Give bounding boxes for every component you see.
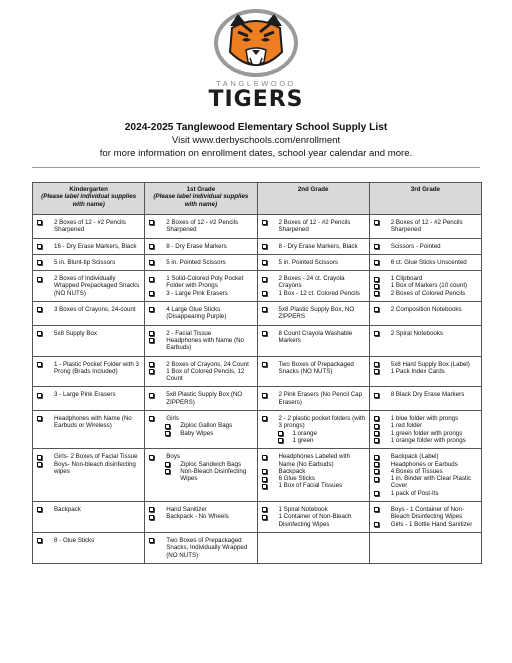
list-item: 6 Glue Sticks bbox=[262, 475, 366, 482]
list-item: 1 Clipboard bbox=[374, 275, 478, 282]
table-cell bbox=[257, 302, 369, 326]
column-header-kindergarten: Kindergarten (Please label individual supplies with name) bbox=[33, 183, 145, 215]
table-cell bbox=[369, 356, 481, 387]
checkbox-icon bbox=[374, 369, 381, 373]
list-item: 2 Boxes - 24 ct. Crayola Crayons bbox=[262, 275, 366, 290]
list-item: 2 Boxes of 12 - #2 Pencils Sharpened bbox=[374, 219, 478, 234]
table-cell bbox=[369, 238, 481, 254]
table-cell bbox=[257, 532, 369, 563]
page-title: 2024-2025 Tanglewood Elementary School Supply List bbox=[124, 122, 388, 133]
mascot-wordmark: TIGERS bbox=[208, 87, 304, 112]
tiger-head-logo-icon bbox=[208, 6, 304, 80]
column-header-2nd-grade: 2nd Grade bbox=[257, 183, 369, 215]
checkbox-icon bbox=[262, 244, 269, 248]
school-name: TANGLEWOOD bbox=[216, 79, 296, 88]
table-cell bbox=[33, 356, 145, 387]
checkbox-icon bbox=[149, 260, 156, 264]
checkbox-icon bbox=[37, 277, 44, 281]
checkbox-icon bbox=[149, 455, 156, 459]
list-item: 2 Boxes of Colored Pencils bbox=[374, 290, 478, 297]
checkbox-icon bbox=[374, 424, 381, 428]
supply-table bbox=[32, 182, 482, 564]
checkbox-icon bbox=[262, 469, 269, 473]
table-cell bbox=[33, 532, 145, 563]
info-text: for more information on enrollment dates, school year calendar and more. bbox=[99, 148, 413, 159]
list-item: Backpack (Label) bbox=[374, 453, 478, 460]
table-header-row bbox=[33, 183, 482, 215]
checkbox-icon bbox=[374, 522, 381, 526]
page-heading bbox=[0, 121, 512, 160]
checkbox-icon bbox=[149, 220, 156, 224]
list-item: 1 Box - 12 ct. Colored Pencils bbox=[262, 290, 366, 297]
list-item: 8 Black Dry Erase Markers bbox=[374, 391, 478, 398]
sub-list bbox=[149, 461, 253, 483]
checkbox-icon bbox=[374, 477, 381, 481]
table-cell bbox=[33, 271, 145, 302]
table-cell bbox=[145, 215, 257, 239]
table-cell bbox=[257, 411, 369, 449]
table-cell bbox=[145, 356, 257, 387]
list-item: 2 Boxes of 12 - #2 Pencils Sharpened bbox=[262, 219, 366, 234]
list-item: 2 - 2 plastic pocket folders (with 3 prongs) bbox=[262, 415, 366, 430]
list-item: 5 in. Blunt-tip Scissors bbox=[37, 259, 141, 266]
table-cell bbox=[145, 325, 257, 356]
list-item: 1 Box of Facial Tissues bbox=[262, 482, 366, 489]
table-cell bbox=[33, 238, 145, 254]
table-cell bbox=[257, 502, 369, 533]
checkbox-icon bbox=[37, 393, 44, 397]
checkbox-icon bbox=[262, 307, 269, 311]
list-item: Boys- Non-bleach disinfecting wipes bbox=[37, 461, 141, 476]
checkbox-icon bbox=[262, 260, 269, 264]
table-row bbox=[33, 356, 482, 387]
checkbox-icon bbox=[374, 393, 381, 397]
table-cell bbox=[369, 502, 481, 533]
checkbox-icon bbox=[149, 338, 156, 342]
checkbox-icon bbox=[374, 416, 381, 420]
list-item: Girls- 2 Boxes of Facial Tissue bbox=[37, 453, 141, 460]
list-item: 2 Pink Erasers (No Pencil Cap Erasers) bbox=[262, 391, 366, 406]
list-item: 2 Composition Notebooks bbox=[374, 306, 478, 313]
list-item: 5x8 Plastic Supply Box, NO ZIPPERS bbox=[262, 306, 366, 321]
column-header-1st-grade: 1st Grade (Please label individual supplies with name) bbox=[145, 183, 257, 215]
table-cell bbox=[257, 271, 369, 302]
checkbox-icon bbox=[262, 331, 269, 335]
checkbox-icon bbox=[37, 362, 44, 366]
checkbox-icon bbox=[165, 462, 172, 466]
list-item: Ziploc Sandwich Bags bbox=[149, 461, 253, 468]
checkbox-icon bbox=[149, 369, 156, 373]
list-item: 1 Box of Colored Pencils, 12 Count bbox=[149, 368, 253, 383]
list-item: 1 Box of Markers (10 count) bbox=[374, 282, 478, 289]
checkbox-icon bbox=[37, 260, 44, 264]
table-cell bbox=[257, 325, 369, 356]
list-item: 16 - Dry Erase Markers, Black bbox=[37, 243, 141, 250]
table-cell bbox=[257, 387, 369, 411]
checkbox-icon bbox=[374, 438, 381, 442]
checkbox-icon bbox=[37, 507, 44, 511]
checkbox-icon bbox=[374, 331, 381, 335]
checkbox-icon bbox=[374, 507, 381, 511]
list-item: 1 blue folder with prongs bbox=[374, 415, 478, 422]
checkbox-icon bbox=[149, 244, 156, 248]
list-item: Ziploc Gallon Bags bbox=[149, 422, 253, 429]
list-item: Boys bbox=[149, 453, 253, 460]
table-cell bbox=[257, 215, 369, 239]
table-cell bbox=[145, 502, 257, 533]
list-item: 5x8 Plastic Supply Box (NO ZIPPERS) bbox=[149, 391, 253, 406]
list-item: 5x8 Hard Supply Box (Label) bbox=[374, 361, 478, 368]
list-item: Two Boxes of Prepackaged Snacks, Individually Wrapped (NO NUTS) bbox=[149, 537, 253, 559]
checkbox-icon bbox=[149, 538, 156, 542]
sub-list bbox=[149, 422, 253, 437]
table-row bbox=[33, 254, 482, 270]
checkbox-icon bbox=[262, 515, 269, 519]
list-item: 1 Pack Index Cards bbox=[374, 368, 478, 375]
list-item: 8 - Dry Erase Markers bbox=[149, 243, 253, 250]
list-item: 2 - Facial Tissue bbox=[149, 330, 253, 337]
table-cell bbox=[145, 238, 257, 254]
table-cell bbox=[369, 411, 481, 449]
checkbox-icon bbox=[149, 277, 156, 281]
table-cell bbox=[33, 325, 145, 356]
checkbox-icon bbox=[165, 424, 172, 428]
checkbox-icon bbox=[374, 491, 381, 495]
checkbox-icon bbox=[149, 331, 156, 335]
table-row bbox=[33, 502, 482, 533]
list-item: Two Boxes of Prepackaged Snacks (NO NUTS) bbox=[262, 361, 366, 376]
list-item: 3 - Large Pink Erasers bbox=[37, 391, 141, 398]
table-cell bbox=[369, 302, 481, 326]
table-row bbox=[33, 215, 482, 239]
table-cell bbox=[369, 325, 481, 356]
checkbox-icon bbox=[278, 431, 285, 435]
checkbox-icon bbox=[149, 291, 156, 295]
table-cell bbox=[33, 411, 145, 449]
checkbox-icon bbox=[165, 469, 172, 473]
table-cell bbox=[33, 449, 145, 502]
list-item: Headphones Labeled with Name (No Earbuds) bbox=[262, 453, 366, 468]
list-item: 5 in. Pointed Scissors bbox=[149, 259, 253, 266]
checkbox-icon bbox=[374, 291, 381, 295]
checkbox-icon bbox=[262, 291, 269, 295]
checkbox-icon bbox=[262, 455, 269, 459]
checkbox-icon bbox=[374, 220, 381, 224]
table-cell bbox=[369, 254, 481, 270]
list-item: 1 pack of Post-Its bbox=[374, 490, 478, 497]
table-cell bbox=[145, 254, 257, 270]
table-row bbox=[33, 532, 482, 563]
list-item: 2 Boxes of Crayons, 24 Count bbox=[149, 361, 253, 368]
checkbox-icon bbox=[374, 277, 381, 281]
checkbox-icon bbox=[374, 260, 381, 264]
divider bbox=[32, 167, 480, 168]
table-row bbox=[33, 411, 482, 449]
table-row bbox=[33, 325, 482, 356]
list-item: 1 green bbox=[262, 437, 366, 444]
list-item: 1 - Plastic Pocket Folder with 3 Prong (Brads Included) bbox=[37, 361, 141, 376]
checkbox-icon bbox=[149, 416, 156, 420]
checkbox-icon bbox=[262, 477, 269, 481]
checkbox-icon bbox=[149, 515, 156, 519]
list-item: Hand Sanitizer bbox=[149, 506, 253, 513]
list-item: 1 green folder with prongs bbox=[374, 430, 478, 437]
list-item: Girls - 1 Bottle Hand Sanitizer bbox=[374, 521, 478, 528]
table-cell bbox=[145, 302, 257, 326]
checkbox-icon bbox=[149, 362, 156, 366]
list-item: 5 in. Pointed Scissors bbox=[262, 259, 366, 266]
list-item: 1 Solid-Colored Poly Pocket Folder with Prongs bbox=[149, 275, 253, 290]
checkbox-icon bbox=[374, 244, 381, 248]
list-item: 3 - Large Pink Erasers bbox=[149, 290, 253, 297]
list-item: Headphones or Earbuds bbox=[374, 461, 478, 468]
list-item: Scissors - Pointed bbox=[374, 243, 478, 250]
table-cell bbox=[145, 271, 257, 302]
table-cell bbox=[145, 532, 257, 563]
list-item: 1 Container of Non-Bleach Disinfecting Wipes bbox=[262, 513, 366, 528]
checkbox-icon bbox=[374, 431, 381, 435]
table-cell bbox=[257, 238, 369, 254]
list-item: 2 Spiral Notebooks bbox=[374, 330, 478, 337]
list-item: Backpack bbox=[262, 468, 366, 475]
checkbox-icon bbox=[37, 462, 44, 466]
table-cell bbox=[257, 254, 369, 270]
table-cell bbox=[369, 449, 481, 502]
checkbox-icon bbox=[37, 307, 44, 311]
list-item: 2 Boxes of 12 - #2 Pencils Sharpened bbox=[149, 219, 253, 234]
table-cell bbox=[33, 502, 145, 533]
table-row bbox=[33, 449, 482, 502]
table-cell bbox=[257, 356, 369, 387]
enrollment-link-text: Visit www.derbyschools.com/enrollment bbox=[171, 135, 341, 146]
checkbox-icon bbox=[262, 416, 269, 420]
checkbox-icon bbox=[37, 244, 44, 248]
checkbox-icon bbox=[262, 362, 269, 366]
sub-list bbox=[262, 430, 366, 445]
list-item: 4 Boxes of Tissues bbox=[374, 468, 478, 475]
checkbox-icon bbox=[262, 277, 269, 281]
table-cell bbox=[257, 449, 369, 502]
checkbox-icon bbox=[374, 469, 381, 473]
checkbox-icon bbox=[374, 307, 381, 311]
table-cell bbox=[145, 387, 257, 411]
checkbox-icon bbox=[149, 307, 156, 311]
table-cell bbox=[369, 215, 481, 239]
list-item: 1 orange bbox=[262, 430, 366, 437]
checkbox-icon bbox=[37, 538, 44, 542]
table-cell bbox=[33, 302, 145, 326]
table-row bbox=[33, 238, 482, 254]
list-item: Non-Bleach Disinfecting Wipes bbox=[149, 468, 253, 483]
list-item: Baby Wipes bbox=[149, 430, 253, 437]
checkbox-icon bbox=[37, 331, 44, 335]
list-item: Headphones with Name (No Earbuds) bbox=[149, 337, 253, 352]
table-row bbox=[33, 302, 482, 326]
list-item: 3 Boxes of Crayons, 24-count bbox=[37, 306, 141, 313]
column-header-3rd-grade: 3rd Grade bbox=[369, 183, 481, 215]
table-cell bbox=[369, 387, 481, 411]
list-item: Boys - 1 Container of Non-Bleach Disinfecting Wipes bbox=[374, 506, 478, 521]
checkbox-icon bbox=[149, 507, 156, 511]
list-item: 4 Large Glue Sticks (Disappearing Purple) bbox=[149, 306, 253, 321]
list-item: 8 - Dry Erase Markers, Black bbox=[262, 243, 366, 250]
checkbox-icon bbox=[374, 284, 381, 288]
checkbox-icon bbox=[374, 462, 381, 466]
checkbox-icon bbox=[37, 416, 44, 420]
table-cell bbox=[145, 449, 257, 502]
table-cell bbox=[369, 532, 481, 563]
list-item: 5x8 Supply Box bbox=[37, 330, 141, 337]
checkbox-icon bbox=[278, 438, 285, 442]
table-cell bbox=[145, 411, 257, 449]
list-item: 2 Boxes of 12 - #2 Pencils Sharpened bbox=[37, 219, 141, 234]
list-item: 8 - Glue Sticks bbox=[37, 537, 141, 544]
checkbox-icon bbox=[149, 393, 156, 397]
list-item: 1 in. Binder with Clear Plastic Cover bbox=[374, 475, 478, 490]
list-item: 2 Boxes of Individually Wrapped Prepackaged Snacks (NO NUTS) bbox=[37, 275, 141, 297]
checkbox-icon bbox=[37, 220, 44, 224]
list-item: 6 ct. Glue Sticks Unscented bbox=[374, 259, 478, 266]
list-item: Backpack - No Wheels bbox=[149, 513, 253, 520]
table-row bbox=[33, 271, 482, 302]
checkbox-icon bbox=[262, 393, 269, 397]
list-item: 1 Spiral Notebook bbox=[262, 506, 366, 513]
list-item: 1 orange folder with prongs bbox=[374, 437, 478, 444]
list-item: Girls bbox=[149, 415, 253, 422]
checkbox-icon bbox=[165, 431, 172, 435]
checkbox-icon bbox=[262, 484, 269, 488]
table-cell bbox=[33, 254, 145, 270]
list-item: Backpack bbox=[37, 506, 141, 513]
table-cell bbox=[33, 387, 145, 411]
table-row bbox=[33, 387, 482, 411]
list-item: 1 red folder bbox=[374, 422, 478, 429]
table-cell bbox=[369, 271, 481, 302]
list-item: Headphones with Name (No Earbuds or Wireless) bbox=[37, 415, 141, 430]
checkbox-icon bbox=[262, 507, 269, 511]
list-item: 8 Count Crayola Washable Markers bbox=[262, 330, 366, 345]
checkbox-icon bbox=[262, 220, 269, 224]
table-cell bbox=[33, 215, 145, 239]
checkbox-icon bbox=[374, 362, 381, 366]
checkbox-icon bbox=[37, 455, 44, 459]
checkbox-icon bbox=[374, 455, 381, 459]
